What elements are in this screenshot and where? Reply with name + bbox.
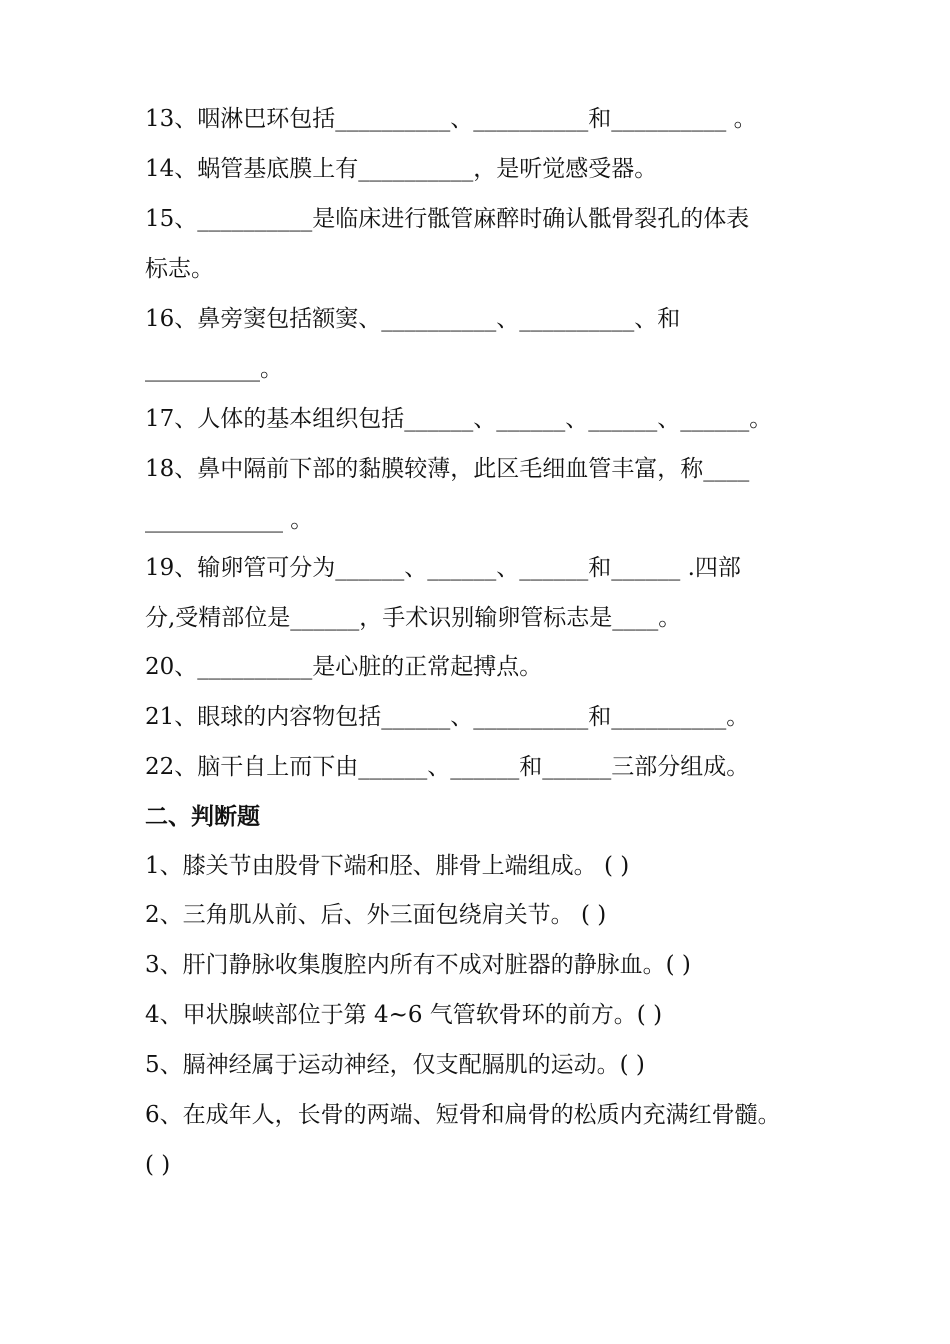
judgment-5: 5、膈神经属于运动神经，仅支配膈肌的运动。( ): [145, 1052, 645, 1078]
question-15-cont: 标志。: [145, 256, 214, 282]
question-15: 15、__________是临床进行骶管麻醉时确认骶骨裂孔的体表: [145, 206, 750, 232]
question-20: 20、__________是心脏的正常起搏点。: [145, 654, 543, 680]
question-19: 19、输卵管可分为______、______、______和______ .四部: [145, 555, 741, 581]
section-title: 二、判断题: [145, 804, 260, 830]
judgment-6-cont: ( ): [145, 1152, 171, 1178]
judgment-2: 2、三角肌从前、后、外三面包绕肩关节。 ( ): [145, 902, 607, 928]
question-17: 17、人体的基本组织包括______、______、______、______。: [145, 406, 773, 432]
question-18: 18、鼻中隔前下部的黏膜较薄，此区毛细血管丰富，称____: [145, 456, 750, 482]
question-13: 13、咽淋巴环包括__________、__________和__________ 。: [145, 106, 757, 132]
question-18-cont: ____________ 。: [145, 507, 314, 533]
question-22: 22、脑干自上而下由______、______和______三部分组成。: [145, 754, 750, 780]
question-16-cont: __________。: [145, 356, 283, 382]
judgment-4: 4、甲状腺峡部位于第 4~6 气管软骨环的前方。( ): [145, 1002, 663, 1028]
judgment-3: 3、肝门静脉收集腹腔内所有不成对脏器的静脉血。( ): [145, 952, 691, 978]
question-19-cont: 分,受精部位是______，手术识别输卵管标志是____。: [145, 605, 682, 631]
question-16: 16、鼻旁窦包括额窦、__________、__________、和: [145, 306, 681, 332]
judgment-6: 6、在成年人，长骨的两端、短骨和扁骨的松质内充满红骨髓。: [145, 1102, 781, 1128]
question-21: 21、眼球的内容物包括______、__________和__________。: [145, 704, 750, 730]
judgment-1: 1、膝关节由股骨下端和胫、腓骨上端组成。 ( ): [145, 853, 630, 879]
question-14: 14、蜗管基底膜上有__________，是听觉感受器。: [145, 156, 658, 182]
